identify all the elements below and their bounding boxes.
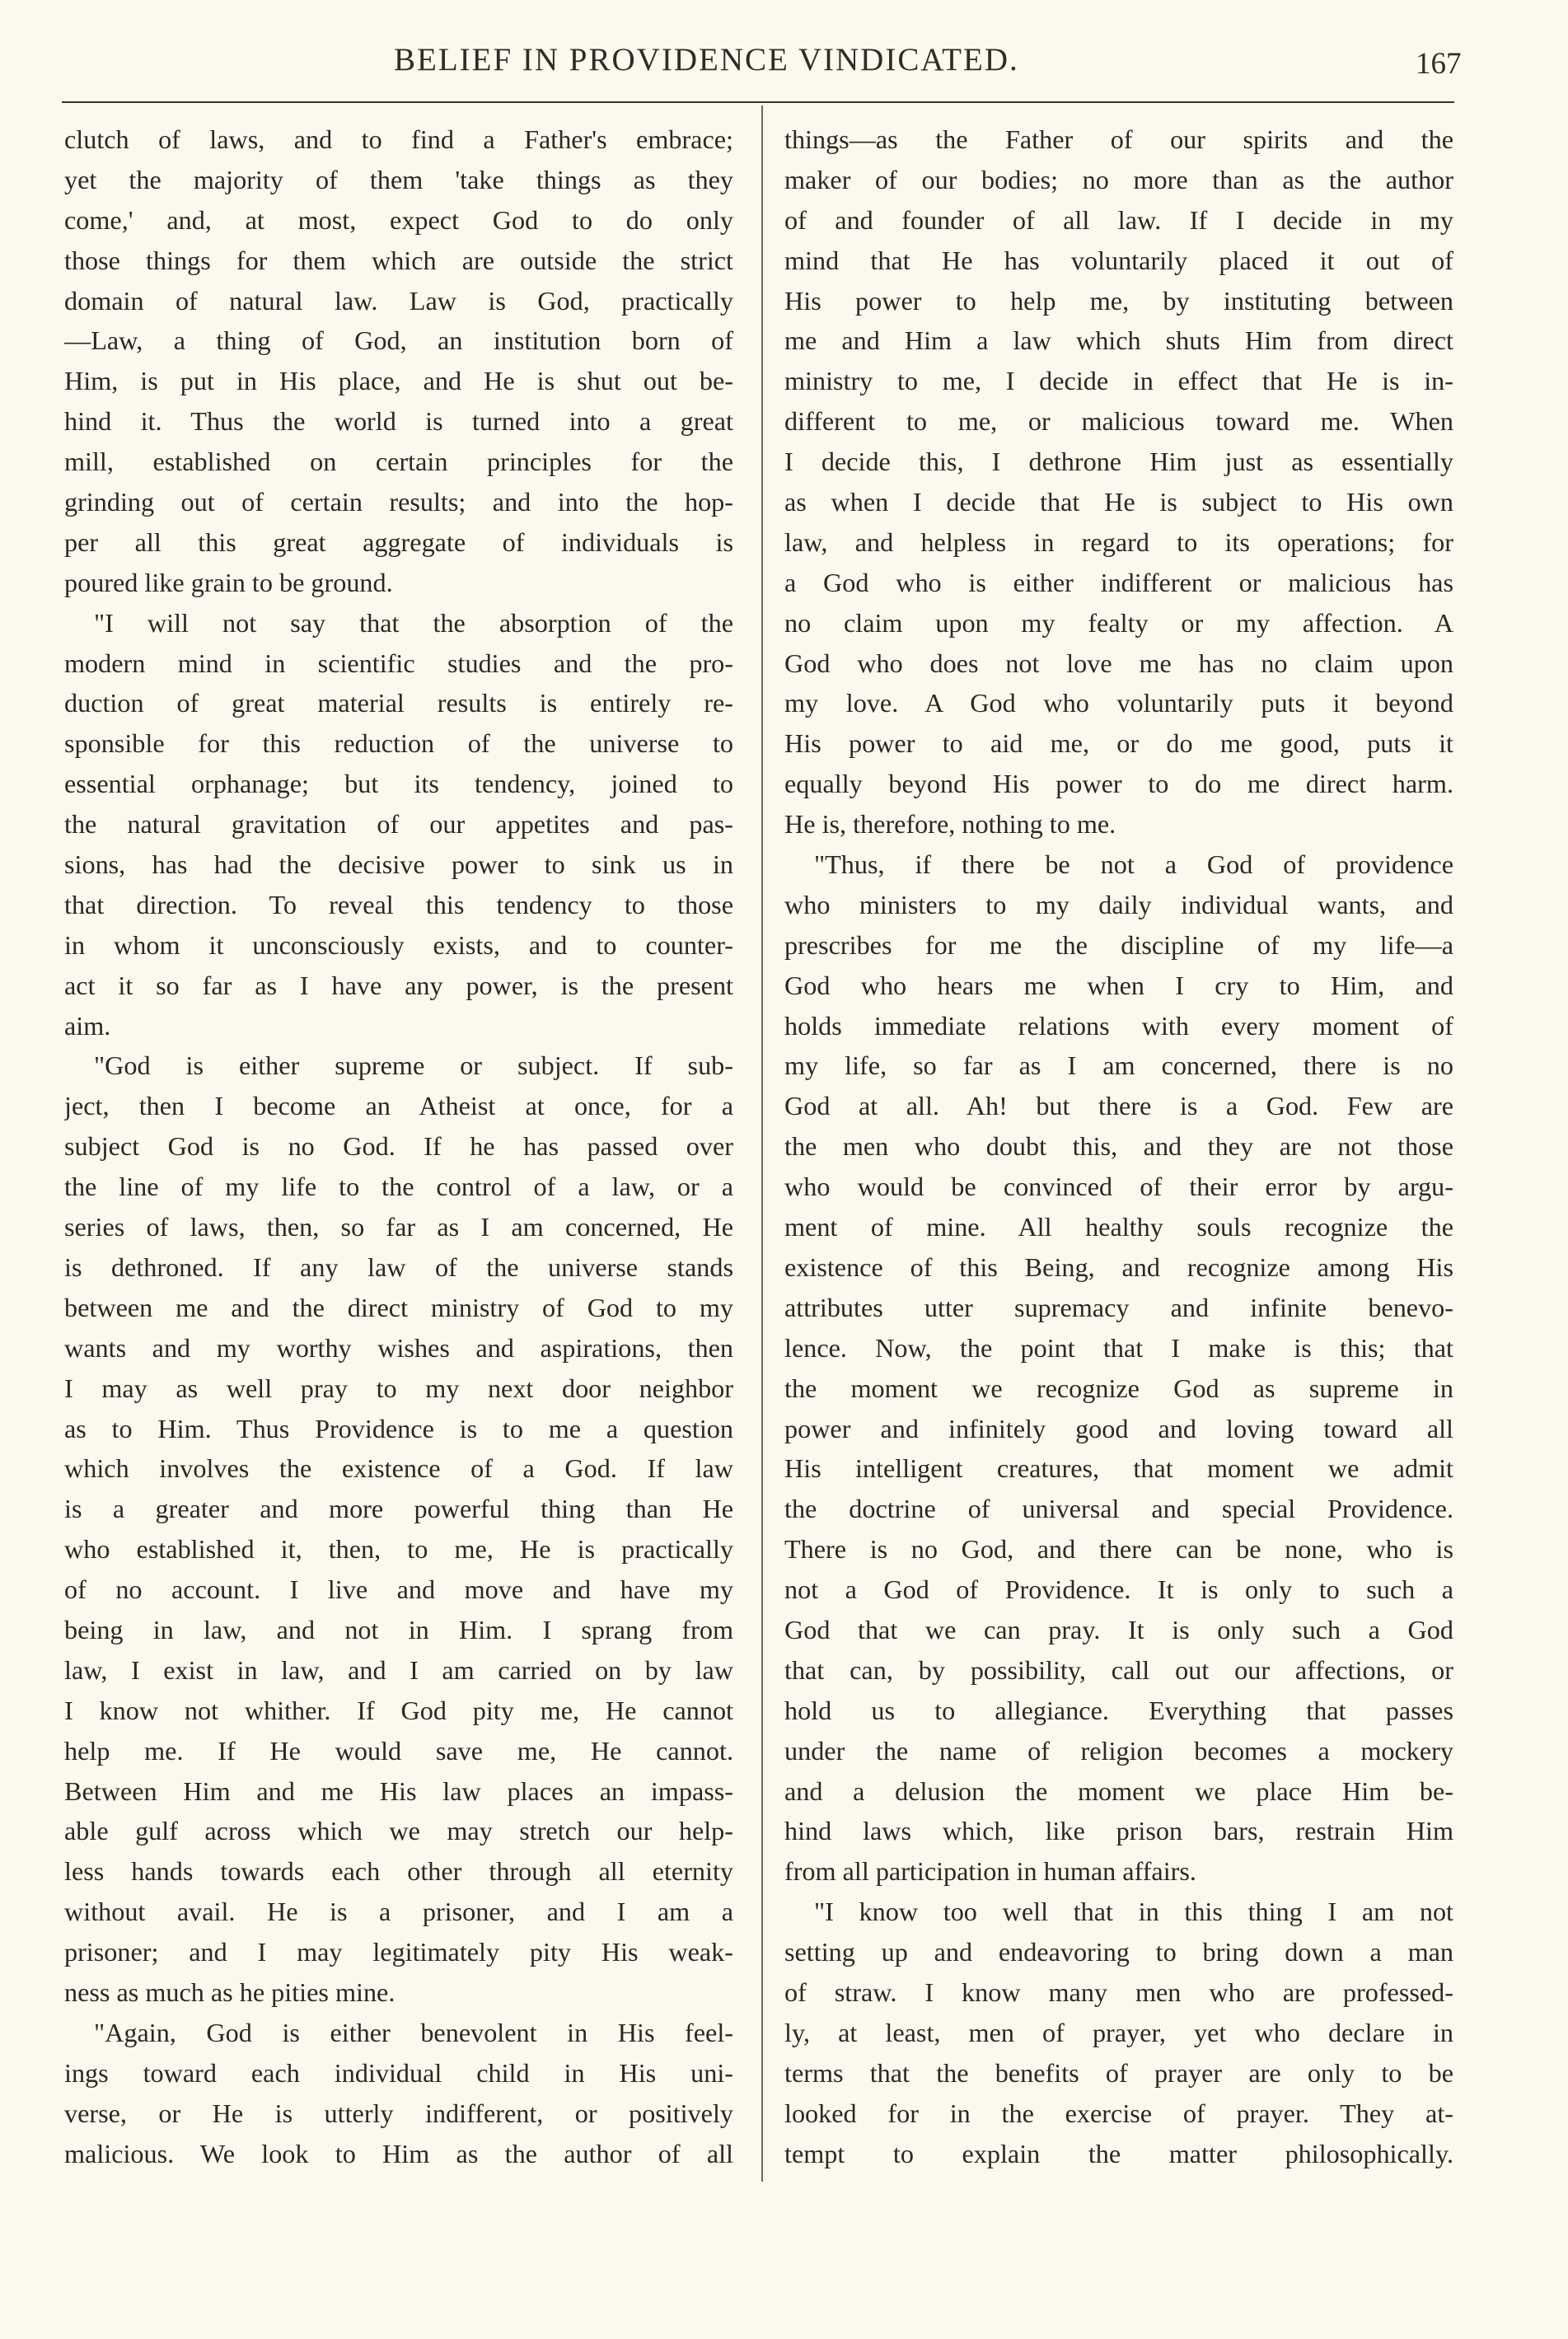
text-line: ly, at least, men of prayer, yet who declare in bbox=[784, 2017, 1453, 2047]
text-line: "God is either supreme or subject. If sub- bbox=[94, 1050, 733, 1081]
text-line: prescribes for me the discipline of my life—a bbox=[784, 929, 1453, 960]
text-line: help me. If He would save me, He cannot. bbox=[64, 1735, 733, 1766]
text-line: essential orphanage; but its tendency, joined to bbox=[64, 769, 733, 799]
text-line: less hands towards each other through all eternity bbox=[64, 1856, 733, 1887]
text-line: as to Him. Thus Providence is to me a question bbox=[64, 1413, 733, 1443]
text-line: is a greater and more powerful thing than He bbox=[64, 1494, 733, 1524]
text-line: per all this great aggregate of individuals is bbox=[64, 526, 733, 557]
text-line: a God who is either indifferent or malicious has bbox=[784, 567, 1453, 597]
text-line: between me and the direct ministry of God to my bbox=[64, 1292, 733, 1322]
text-line: "Thus, if there be not a God of providence bbox=[814, 849, 1453, 880]
header-rule bbox=[62, 101, 1454, 103]
text-line: prisoner; and I may legitimately pity His weak- bbox=[64, 1937, 733, 1967]
text-line: God who hears me when I cry to Him, and bbox=[784, 970, 1453, 1000]
right-column bbox=[784, 119, 1453, 2173]
text-line: I decide this, I dethrone Him just as essentially bbox=[784, 447, 1453, 477]
text-line: my love. A God who voluntarily puts it beyond bbox=[784, 688, 1453, 718]
text-line: the natural gravitation of our appetites and pas- bbox=[64, 809, 733, 840]
text-line: hold us to allegiance. Everything that passes bbox=[784, 1695, 1453, 1725]
text-line: God that we can pray. It is only such a God bbox=[784, 1614, 1453, 1644]
text-line: sions, has had the decisive power to sink us in bbox=[64, 849, 733, 880]
text-line: no claim upon my fealty or my affection. A bbox=[784, 607, 1453, 638]
text-line: —Law, a thing of God, an institution born of bbox=[64, 325, 733, 356]
text-line: of straw. I know many men who are professed- bbox=[784, 1976, 1453, 2007]
text-line: from all participation in human affairs. bbox=[784, 1856, 1196, 1887]
text-line: "I will not say that the absorption of the bbox=[94, 607, 733, 638]
text-line: hind laws which, like prison bars, restrain Him bbox=[784, 1816, 1453, 1846]
text-line: and a delusion the moment we place Him be- bbox=[784, 1775, 1453, 1806]
text-line: series of laws, then, so far as I am concerned, He bbox=[64, 1212, 733, 1242]
text-line: act it so far as I have any power, is the present bbox=[64, 970, 733, 1000]
text-line: of and founder of all law. If I decide in my bbox=[784, 204, 1453, 235]
column-divider bbox=[761, 105, 763, 2182]
text-line: ject, then I become an Atheist at once, for a bbox=[64, 1091, 733, 1121]
text-line: clutch of laws, and to find a Father's embrace; bbox=[64, 124, 733, 154]
text-line: maker of our bodies; no more than as the author bbox=[784, 164, 1453, 194]
text-line: mind that He has voluntarily placed it out of bbox=[784, 245, 1453, 275]
text-line: law, and helpless in regard to its operations; for bbox=[784, 526, 1453, 557]
text-line: different to me, or malicious toward me. When bbox=[784, 406, 1453, 437]
text-line: terms that the benefits of prayer are only to be bbox=[784, 2057, 1453, 2088]
text-line: that direction. To reveal this tendency to those bbox=[64, 889, 733, 919]
text-line: sponsible for this reduction of the universe to bbox=[64, 728, 733, 759]
text-line: able gulf across which we may stretch our help- bbox=[64, 1816, 733, 1846]
text-line: yet the majority of them 'take things as they bbox=[64, 164, 733, 194]
text-line: power and infinitely good and loving toward all bbox=[784, 1413, 1453, 1443]
text-line: under the name of religion becomes a mockery bbox=[784, 1735, 1453, 1766]
text-line: domain of natural law. Law is God, practically bbox=[64, 285, 733, 316]
text-line: as when I decide that He is subject to His own bbox=[784, 487, 1453, 517]
text-line: of no account. I live and move and have my bbox=[64, 1574, 733, 1605]
text-line: setting up and endeavoring to bring down a man bbox=[784, 1937, 1453, 1967]
text-line: come,' and, at most, expect God to do only bbox=[64, 204, 733, 235]
text-line: that can, by possibility, call out our affections, or bbox=[784, 1654, 1453, 1685]
text-line: equally beyond His power to do me direct harm. bbox=[784, 769, 1453, 799]
text-line: the line of my life to the control of a law, or a bbox=[64, 1172, 733, 1202]
text-line: being in law, and not in Him. I sprang from bbox=[64, 1614, 733, 1644]
text-line: ings toward each individual child in His uni- bbox=[64, 2057, 733, 2088]
text-line: the moment we recognize God as supreme in bbox=[784, 1373, 1453, 1403]
text-line: ness as much as he pities mine. bbox=[64, 1976, 396, 2007]
text-line: attributes utter supremacy and infinite benevo- bbox=[784, 1292, 1453, 1322]
text-line: my life, so far as I am concerned, there is no bbox=[784, 1050, 1453, 1081]
text-line: things—as the Father of our spirits and the bbox=[784, 124, 1453, 154]
text-line: law, I exist in law, and I am carried on by law bbox=[64, 1654, 733, 1685]
text-line: aim. bbox=[64, 1010, 111, 1041]
text-line: His power to help me, by instituting between bbox=[784, 285, 1453, 316]
text-line: He is, therefore, nothing to me. bbox=[784, 809, 1116, 840]
text-line: ministry to me, I decide in effect that He is in- bbox=[784, 366, 1453, 396]
text-line: looked for in the exercise of prayer. They at- bbox=[784, 2098, 1453, 2128]
page-number: 167 bbox=[1416, 47, 1462, 81]
text-line: not a God of Providence. It is only to such a bbox=[784, 1574, 1453, 1605]
text-line: who would be convinced of their error by argu- bbox=[784, 1172, 1453, 1202]
text-line: the doctrine of universal and special Providence. bbox=[784, 1494, 1453, 1524]
text-line: which involves the existence of a God. If law bbox=[64, 1453, 733, 1484]
text-line: grinding out of certain results; and into the hop- bbox=[64, 487, 733, 517]
text-line: is dethroned. If any law of the universe stands bbox=[64, 1251, 733, 1282]
text-line: existence of this Being, and recognize among His bbox=[784, 1251, 1453, 1282]
text-line: me and Him a law which shuts Him from direct bbox=[784, 325, 1453, 356]
text-line: I may as well pray to my next door neighbor bbox=[64, 1373, 733, 1403]
text-line: without avail. He is a prisoner, and I am a bbox=[64, 1897, 733, 1927]
text-line: who established it, then, to me, He is practically bbox=[64, 1534, 733, 1565]
text-line: verse, or He is utterly indifferent, or positively bbox=[64, 2098, 733, 2128]
text-line: malicious. We look to Him as the author of all bbox=[64, 2138, 733, 2168]
text-line: "Again, God is either benevolent in His feel- bbox=[94, 2017, 733, 2047]
running-head: BELIEF IN PROVIDENCE VINDICATED. bbox=[394, 42, 1019, 77]
text-line: mill, established on certain principles for the bbox=[64, 447, 733, 477]
text-line: wants and my worthy wishes and aspirations, then bbox=[64, 1332, 733, 1363]
page-header bbox=[0, 30, 1568, 87]
text-line: God who does not love me has no claim upon bbox=[784, 648, 1453, 678]
text-line: holds immediate relations with every moment of bbox=[784, 1010, 1453, 1041]
text-line: lence. Now, the point that I make is this; that bbox=[784, 1332, 1453, 1363]
text-line: poured like grain to be ground. bbox=[64, 567, 393, 597]
text-line: I know not whither. If God pity me, He cannot bbox=[64, 1695, 733, 1725]
text-line: in whom it unconsciously exists, and to counter- bbox=[64, 929, 733, 960]
text-line: the men who doubt this, and they are not those bbox=[784, 1131, 1453, 1162]
text-line: modern mind in scientific studies and the pro- bbox=[64, 648, 733, 678]
text-line: duction of great material results is entirely re- bbox=[64, 688, 733, 718]
left-column bbox=[64, 119, 733, 2173]
text-line: "I know too well that in this thing I am not bbox=[814, 1897, 1453, 1927]
text-line: Between Him and me His law places an impass- bbox=[64, 1775, 733, 1806]
text-line: There is no God, and there can be none, who is bbox=[784, 1534, 1453, 1565]
text-line: God at all. Ah! but there is a God. Few are bbox=[784, 1091, 1453, 1121]
text-line: subject God is no God. If he has passed over bbox=[64, 1131, 733, 1162]
text-line: hind it. Thus the world is turned into a great bbox=[64, 406, 733, 437]
text-line: ment of mine. All healthy souls recognize the bbox=[784, 1212, 1453, 1242]
text-line: His intelligent creatures, that moment we admit bbox=[784, 1453, 1453, 1484]
text-line: tempt to explain the matter philosophically. bbox=[784, 2138, 1453, 2168]
text-line: Him, is put in His place, and He is shut out be- bbox=[64, 366, 733, 396]
text-line: who ministers to my daily individual wants, and bbox=[784, 889, 1453, 919]
text-line: His power to aid me, or do me good, puts it bbox=[784, 728, 1453, 759]
text-line: those things for them which are outside the strict bbox=[64, 245, 733, 275]
